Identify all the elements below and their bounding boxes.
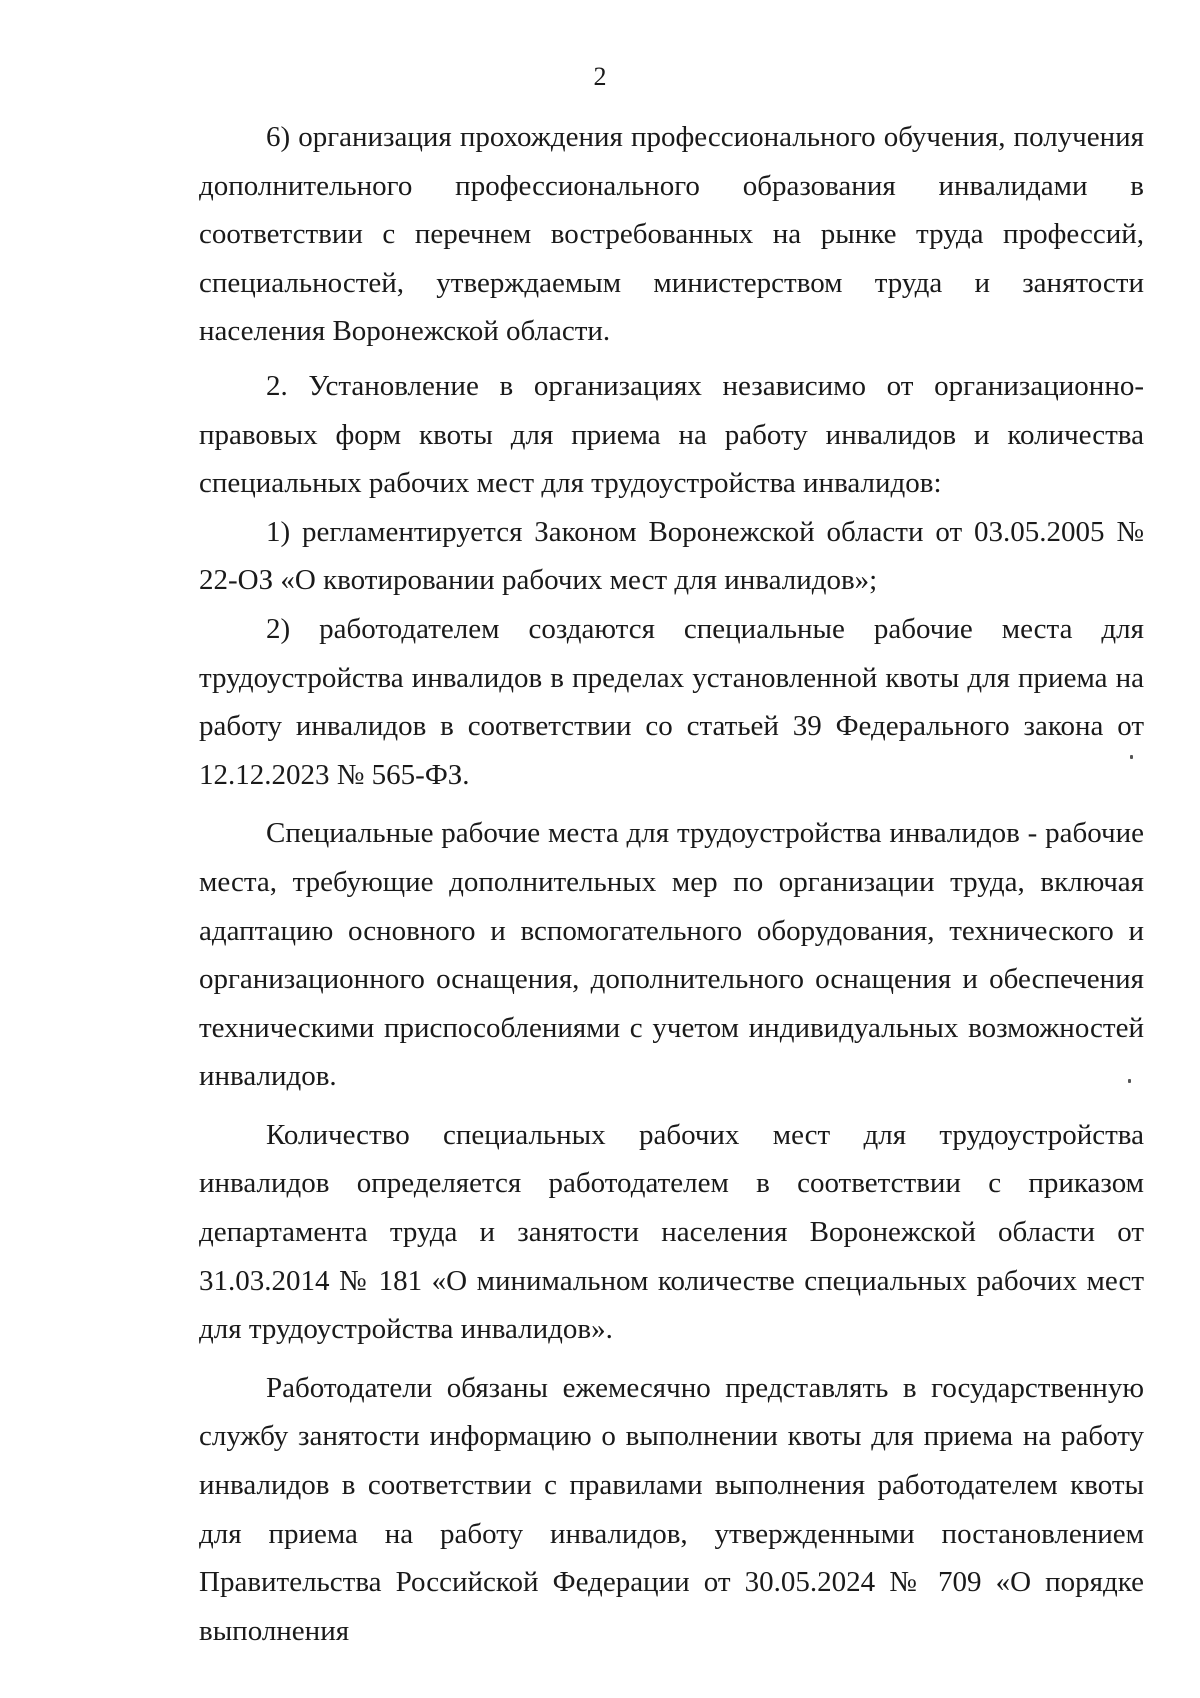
paragraph-workplaces-quantity: Количество специальных рабочих мест для трудоустройства инвалидов определяется работодателем в соответствии с приказом департамента труда и занятости населения Воронежской области от 31.03.2014 № 181 «О минимальном количестве специальных рабочих мест для трудоустройства инвалидов». (199, 1118, 1144, 1346)
paragraph-special-workplaces-definition: Специальные рабочие места для трудоустройства инвалидов - рабочие места, требующие дополнительных мер по организации труда, включая адаптацию основного и вспомогательного оборудования, технического и организационного оснащения, дополнительного оснащения и обеспечения техническими приспособлениями с учетом индивидуальных возможностей инвалидов. (199, 817, 1144, 1093)
paragraph-section-2: 2. Установление в организациях независимо от организационно-правовых форм квоты для приема на работу инвалидов и количества специальных рабочих мест для трудоустройства инвалидов: (199, 369, 1144, 500)
scan-speck (1130, 755, 1133, 759)
scan-speck (1128, 1079, 1131, 1083)
paragraph-subitem-2: 2) работодателем создаются специальные рабочие места для трудоустройства инвалидов в пределах установленной квоты для приема на работу инвалидов в соответствии со статьей 39 Федерального закона от 12.12.2023 № 565-ФЗ. (199, 612, 1144, 791)
page-number: 2 (593, 62, 607, 91)
paragraph-employers-obligation: Работодатели обязаны ежемесячно представлять в государственную службу занятости информацию о выполнении квоты для приема на работу инвалидов в соответствии с правилами выполнения работодателем квоты для приема на работу инвалидов, утвержденными постановлением Правительства Российской Федерации от 30.05.2024 № 709 «О порядке выполнения (199, 1371, 1144, 1647)
paragraph-subitem-1: 1) регламентируется Законом Воронежской области от 03.05.2005 № 22-ОЗ «О квотировании рабочих мест для инвалидов»; (199, 515, 1144, 597)
document-body (199, 113, 1144, 1655)
paragraph-item-6: 6) организация прохождения профессионального обучения, получения дополнительного профессионального образования инвалидами в соответствии с перечнем востребованных на рынке труда профессий, специальностей, утверждаемым министерством труда и занятости населения Воронежской области. (199, 121, 1144, 348)
